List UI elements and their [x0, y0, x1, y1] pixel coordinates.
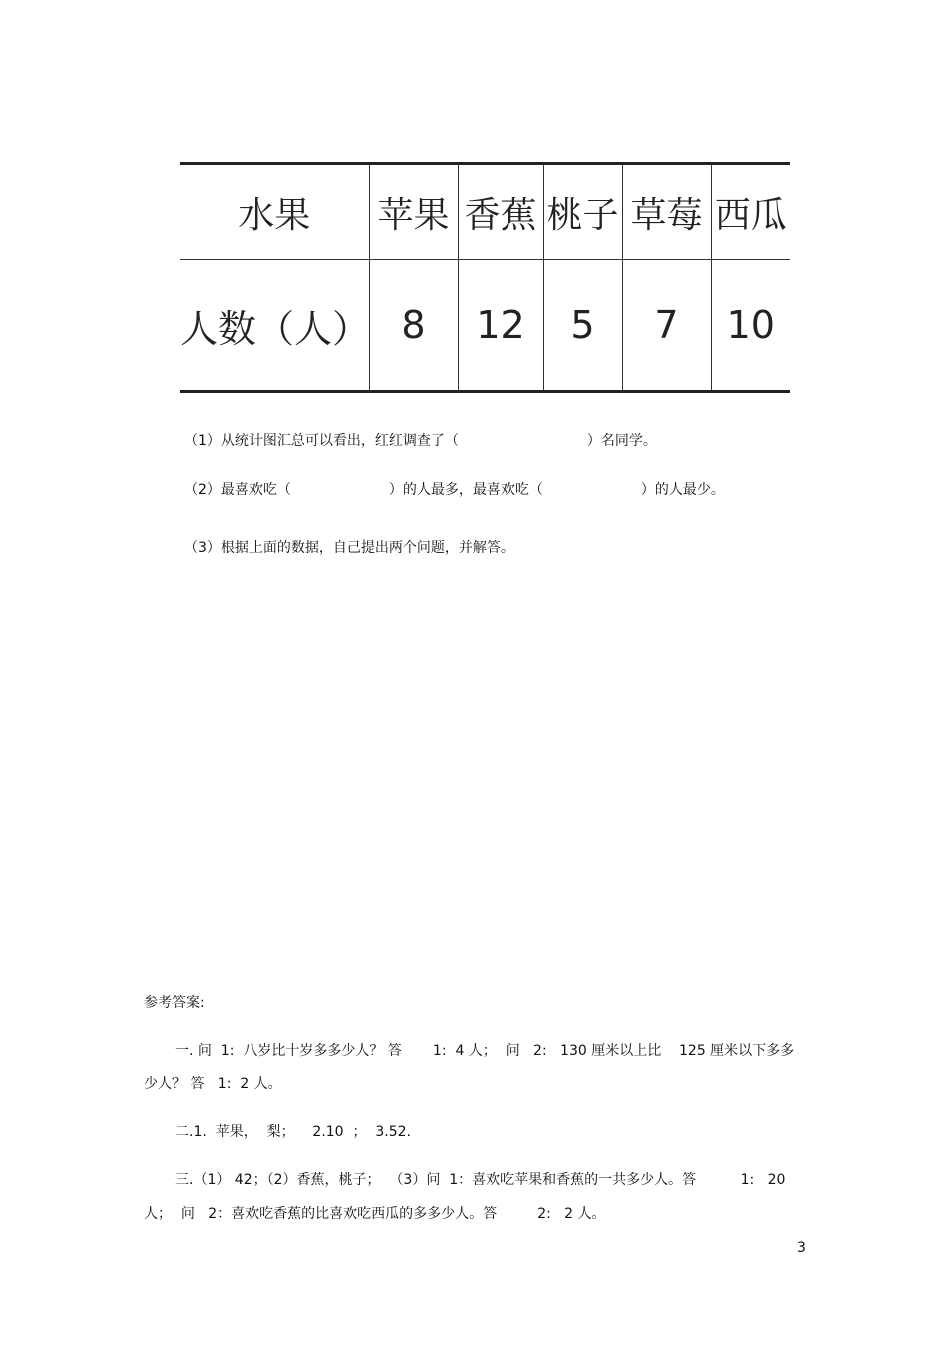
count-cell: 5: [543, 260, 622, 392]
answers-title: 参考答案:: [144, 995, 205, 1011]
header-label-cell: 水果: [180, 164, 369, 260]
answer-1-line-2: 少人？ 答 1: 2 人。: [144, 1076, 282, 1092]
question-2-suffix: ）的人最少。: [640, 482, 725, 498]
row-label-cell: 人数（人）: [180, 306, 371, 351]
question-2-middle: ）的人最多，最喜欢吃（: [388, 482, 543, 498]
count-cell: 10: [711, 260, 790, 392]
count-cell: 12: [458, 260, 543, 392]
answer-3-line-1: 三.（1） 42；（2）香蕉，桃子； （3）问 1：喜欢吃苹果和香蕉的一共多少人。答 1: 20: [175, 1172, 786, 1188]
table-count-row: [180, 260, 790, 392]
fruit-cell: 桃子: [543, 164, 622, 260]
page-number: 3: [797, 1240, 806, 1256]
fruit-cell: 草莓: [622, 164, 711, 260]
count-cell: 7: [622, 260, 711, 392]
table-header-row: [180, 164, 790, 260]
answer-1-line-1: 一. 问 1: 八岁比十岁多多少人？ 答 1: 4 人； 问 2: 130 厘米以上比 125 厘米以下多多: [175, 1043, 795, 1059]
answer-2: 二.1. 苹果， 梨； 2.10 ； 3.52.: [175, 1124, 412, 1140]
fruit-survey-table: [180, 162, 790, 393]
question-3: （3）根据上面的数据，自己提出两个问题，并解答。: [184, 540, 515, 556]
answer-3-line-2: 人； 问 2：喜欢吃香蕉的比喜欢吃西瓜的多多少人。答 2: 2 人。: [144, 1206, 606, 1222]
question-1: [184, 430, 657, 450]
fruit-cell: 香蕉: [458, 164, 543, 260]
question-1-prefix: （1）从统计图汇总可以看出，红红调查了（: [184, 433, 459, 449]
question-2: [184, 479, 725, 499]
fruit-cell: 苹果: [369, 164, 458, 260]
count-cell: 8: [369, 260, 458, 392]
question-2-prefix: （2）最喜欢吃（: [184, 482, 291, 498]
fruit-cell: 西瓜: [711, 164, 790, 260]
question-1-suffix: ）名同学。: [586, 433, 657, 449]
